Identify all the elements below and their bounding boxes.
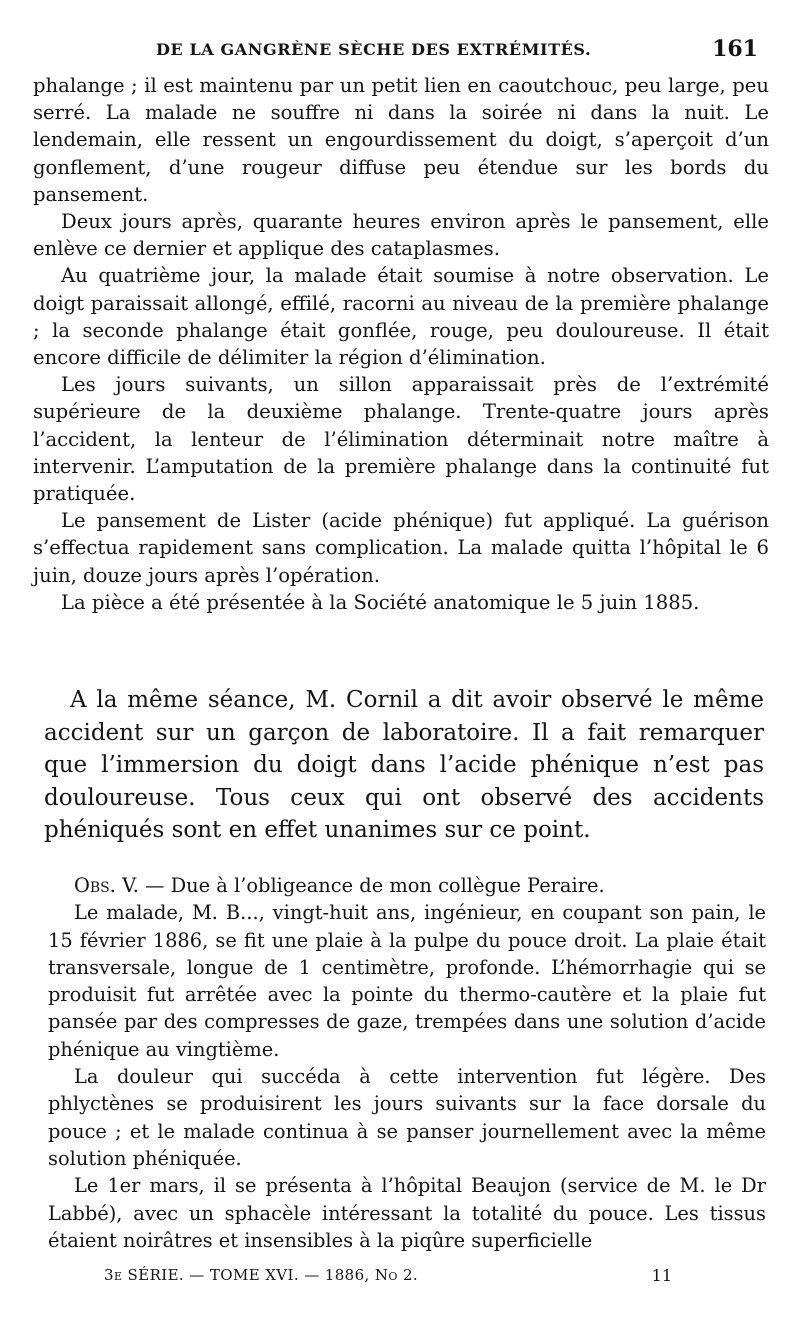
- paragraph: Deux jours après, quarante heures environ après le pansement, elle enlève ce dernier et applique des cataplasmes.: [33, 210, 769, 261]
- observation-label: Obs. V.: [74, 874, 139, 897]
- paragraph-large: A la même séance, M. Cornil a dit avoir observé le même accident sur un garçon de laboratoire. Il a fait remarquer que l’immersion du doigt dans l’acide phénique n’est pas douloureuse. Tous ceux qui ont observé des accidents phéniqués sont en effet unanimes sur ce point.: [44, 687, 764, 843]
- page-number: 161: [712, 36, 758, 62]
- paragraph: Le 1er mars, il se présenta à l’hôpital Beaujon (service de M. le Dr Labbé), avec un sphacèle intéressant la totalité du pouce. Les tissus étaient noirâtres et insensibles à la piqûre superficielle: [48, 1174, 766, 1252]
- paragraph: Le malade, M. B..., vingt-huit ans, ingénieur, en coupant son pain, le 15 février 1886, se fit une plaie à la pulpe du pouce droit. La plaie était transversale, longue de 1 centimètre, profonde. L’hémorrhagie qui se produisit fut arrêtée avec la pointe du thermo-cautère et la plaie fut pansée par des compresses de gaze, trempées dans une solution d’acide phénique au vingtième.: [48, 901, 766, 1061]
- paragraph: La pièce a été présentée à la Société anatomique le 5 juin 1885.: [61, 590, 700, 614]
- observation-heading-text: — Due à l’obligeance de mon collègue Peraire.: [138, 874, 605, 897]
- observation-heading: [48, 872, 766, 899]
- text-block-observation-v: [48, 872, 766, 1254]
- text-block-cornil-remark: [44, 684, 764, 847]
- paragraph: Le pansement de Lister (acide phénique) fut appliqué. La guérison s’effectua rapidement sans complication. La malade quitta l’hôpital le 6 juin, douze jours après l’opération.: [33, 509, 769, 587]
- running-title: DE LA GANGRÈNE SÈCHE DES EXTRÉMITÉS.: [156, 40, 592, 59]
- paragraph: La douleur qui succéda à cette intervention fut légère. Des phlyctènes se produisirent les jours suivants sur la face dorsale du pouce ; et le malade continua à se panser journellement avec la même solution phéniquée.: [48, 1065, 766, 1170]
- text-block-case-continuation: [33, 72, 769, 616]
- footer-signature: 11: [651, 1266, 672, 1285]
- footer-series: 3e SÉRIE. — TOME XVI. — 1886, No 2.: [104, 1266, 419, 1284]
- running-head: [150, 38, 772, 68]
- paragraph: Au quatrième jour, la malade était soumise à notre observation. Le doigt paraissait allongé, effilé, racorni au niveau de la première phalange ; la seconde phalange était gonflée, rouge, peu douloureuse. Il était encore difficile de délimiter la région d’élimination.: [33, 264, 769, 370]
- paragraph: Les jours suivants, un sillon apparaissait près de l’extrémité supérieure de la deuxième phalange. Trente-quatre jours après l’accident, la lenteur de l’élimination déterminait notre maître à intervenir. L’amputation de la première phalange dans la continuité fut pratiquée.: [33, 373, 769, 506]
- page-footer: [104, 1266, 680, 1290]
- paragraph: phalange ; il est maintenu par un petit lien en caoutchouc, peu large, peu serré. La malade ne souffre ni dans la soirée ni dans la nuit. Le lendemain, elle ressent un engourdissement du doigt, s’aperçoit d’un gonflement, d’une rougeur diffuse peu étendue sur les bords du pansement.: [33, 74, 769, 206]
